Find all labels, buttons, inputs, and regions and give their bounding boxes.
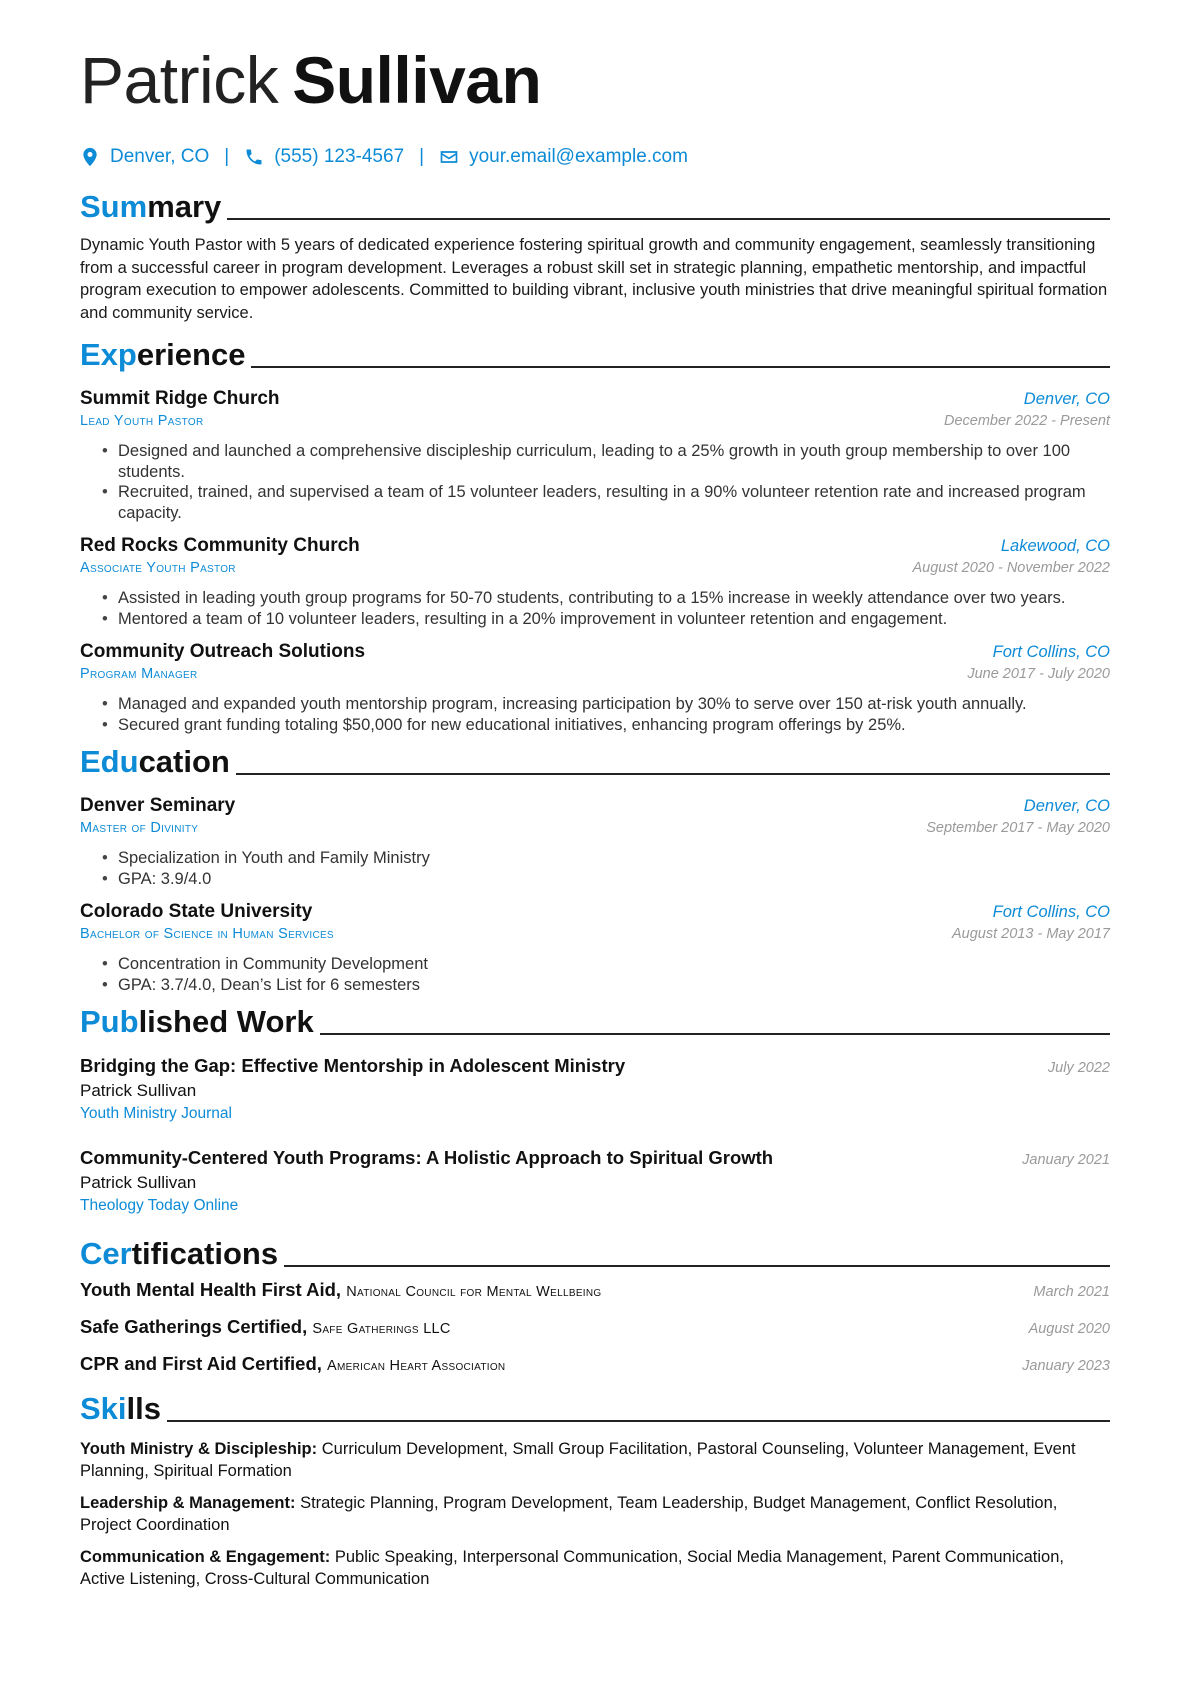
job-title: Lead Youth Pastor	[80, 413, 204, 429]
bullet-list	[102, 848, 1110, 889]
title-accent: Pub	[80, 1004, 139, 1039]
title-rest: lished Work	[138, 1004, 314, 1039]
map-pin-icon	[80, 147, 100, 167]
skill-items: Strategic Planning, Program Development, Team Leadership, Budget Management, Conflict Resolution, Project Coordination	[80, 1494, 1058, 1534]
section-rule	[227, 218, 1110, 220]
title-rest: lls	[126, 1391, 161, 1426]
title-rest: erience	[136, 337, 246, 372]
certification-issuer: National Council for Mental Wellbeing	[346, 1284, 602, 1300]
title-rest: cation	[138, 744, 230, 779]
contact-phone[interactable]	[244, 146, 404, 168]
publication-date: January 2021	[1022, 1152, 1110, 1168]
skill-label: Communication & Engagement:	[80, 1548, 331, 1566]
school-name: Denver Seminary	[80, 795, 236, 816]
section-summary-title	[80, 188, 1110, 226]
degree-dates: August 2013 - May 2017	[952, 926, 1110, 942]
envelope-icon	[439, 147, 459, 167]
certification-issuer: American Heart Association	[327, 1358, 506, 1374]
summary-text: Dynamic Youth Pastor with 5 years of dedicated experience fostering spiritual growth and community engagement, seamlessly transitioning from a successful career in program development. Leverages a robust skill set in strategic planning, empathetic mentorship, and impactful program execution to empower adolescents. Committed to building vibrant, inclusive youth ministries that drive meaningful spiritual formation and community service.	[80, 236, 1108, 322]
employer-name: Summit Ridge Church	[80, 388, 280, 409]
employer-location: Fort Collins, CO	[992, 643, 1110, 661]
publication-title: Community-Centered Youth Programs: A Holistic Approach to Spiritual Growth	[80, 1147, 774, 1168]
section-education-title	[80, 743, 1110, 781]
employer-location: Denver, CO	[1023, 390, 1110, 408]
school-location: Fort Collins, CO	[992, 903, 1110, 921]
certification-name: Youth Mental Health First Aid	[80, 1279, 336, 1300]
separator: |	[224, 146, 230, 167]
skill-items: Curriculum Development, Small Group Facilitation, Pastoral Counseling, Volunteer Management, Event Planning, Spiritual Formation	[80, 1440, 1076, 1480]
education-entry	[80, 795, 1110, 889]
phone-text[interactable]: (555) 123-4567	[274, 146, 405, 167]
section-rule	[251, 366, 1110, 368]
name-heading	[80, 0, 1110, 122]
employer-location: Lakewood, CO	[1000, 537, 1110, 555]
bullet-item: • GPA: 3.7/4.0, Dean’s List for 6 semesters	[102, 975, 1110, 996]
bullet-list	[102, 588, 1110, 629]
title-accent: Sum	[80, 189, 148, 224]
bullet-list	[102, 954, 1110, 995]
contact-bar	[80, 142, 1110, 172]
contact-location	[80, 146, 209, 168]
school-location: Denver, CO	[1023, 797, 1110, 815]
bullet-item: • Designed and launched a comprehensive discipleship curriculum, leading to a 25% growth in youth group membership to over 100 students.	[102, 441, 1110, 482]
title-accent: Ski	[80, 1391, 127, 1426]
bullet-item: • GPA: 3.9/4.0	[102, 869, 1110, 890]
education-entry	[80, 901, 1110, 995]
publication-venue: Youth Ministry Journal	[80, 1105, 232, 1122]
employer-name: Red Rocks Community Church	[80, 535, 360, 556]
job-dates: December 2022 - Present	[943, 413, 1110, 429]
publication-entry	[80, 1147, 1110, 1215]
email-link[interactable]: your.email@example.com	[469, 146, 688, 167]
last-name: Sullivan	[292, 43, 542, 117]
certification-name: Safe Gatherings Certified	[80, 1316, 303, 1337]
degree-name: Master of Divinity	[80, 820, 199, 836]
certification-row: CPR and First Aid Certified, American Heart Association January 2023	[80, 1353, 1110, 1374]
school-name: Colorado State University	[80, 901, 313, 922]
phone-icon	[244, 147, 264, 167]
section-experience-title	[80, 336, 1110, 374]
title-rest: tifications	[131, 1236, 279, 1271]
section-rule	[167, 1420, 1110, 1422]
certification-row: Youth Mental Health First Aid, National Council for Mental Wellbeing March 2021	[80, 1279, 1110, 1300]
skill-group	[80, 1492, 1110, 1536]
skill-group	[80, 1438, 1110, 1482]
certification-name: CPR and First Aid Certified	[80, 1353, 317, 1374]
title-accent: Exp	[80, 337, 137, 372]
publication-venue: Theology Today Online	[80, 1197, 239, 1214]
certification-date: March 2021	[1033, 1284, 1110, 1300]
title-accent: Edu	[80, 744, 139, 779]
title-accent: Cer	[80, 1236, 132, 1271]
degree-dates: September 2017 - May 2020	[926, 820, 1110, 836]
skill-label: Youth Ministry & Discipleship:	[80, 1440, 318, 1458]
experience-entry	[80, 388, 1110, 523]
job-dates: June 2017 - July 2020	[967, 666, 1110, 682]
employer-name: Community Outreach Solutions	[80, 641, 366, 662]
publication-date: July 2022	[1047, 1060, 1110, 1076]
certification-date: January 2023	[1022, 1358, 1110, 1374]
skill-items: Public Speaking, Interpersonal Communication, Social Media Management, Parent Communication, Active Listening, Cross-Cultural Communication	[80, 1548, 1064, 1588]
certification-list	[80, 1279, 1110, 1390]
bullet-item: • Specialization in Youth and Family Ministry	[102, 848, 1110, 869]
first-name: Patrick	[80, 43, 279, 117]
location-text: Denver, CO	[110, 146, 210, 167]
contact-email[interactable]	[439, 146, 688, 168]
certification-issuer: Safe Gatherings LLC	[312, 1321, 451, 1337]
section-rule	[320, 1033, 1110, 1035]
bullet-item: • Mentored a team of 10 volunteer leaders, resulting in a 20% improvement in volunteer retention and engagement.	[102, 609, 1110, 630]
bullet-item: • Recruited, trained, and supervised a team of 15 volunteer leaders, resulting in a 90% volunteer retention rate and increased program capacity.	[102, 482, 1110, 523]
job-title: Program Manager	[80, 666, 198, 682]
separator: |	[419, 146, 425, 167]
bullet-item: • Assisted in leading youth group programs for 50-70 students, contributing to a 15% increase in weekly attendance over two years.	[102, 588, 1110, 609]
job-title: Associate Youth Pastor	[80, 560, 236, 576]
section-rule	[284, 1265, 1110, 1267]
section-published-title	[80, 1003, 1110, 1041]
experience-entry	[80, 535, 1110, 629]
bullet-item: • Managed and expanded youth mentorship program, increasing participation by 30% to serve over 150 at-risk youth annually.	[102, 694, 1110, 715]
bullet-item: • Secured grant funding totaling $50,000 for new educational initiatives, enhancing program offerings by 25%.	[102, 715, 1110, 736]
section-rule	[236, 773, 1110, 775]
publication-author: Patrick Sullivan	[80, 1081, 197, 1100]
publication-author: Patrick Sullivan	[80, 1173, 197, 1192]
certification-date: August 2020	[1028, 1321, 1110, 1337]
bullet-item: • Concentration in Community Development	[102, 954, 1110, 975]
certification-row: Safe Gatherings Certified, Safe Gatherings LLC August 2020	[80, 1316, 1110, 1337]
job-dates: August 2020 - November 2022	[912, 560, 1110, 576]
skill-label: Leadership & Management:	[80, 1494, 296, 1512]
bullet-list	[102, 441, 1110, 523]
publication-entry	[80, 1055, 1110, 1123]
bullet-list	[102, 694, 1110, 735]
title-rest: mary	[147, 189, 222, 224]
skill-group	[80, 1546, 1110, 1590]
publication-title: Bridging the Gap: Effective Mentorship in Adolescent Ministry	[80, 1055, 626, 1076]
section-certifications-title	[80, 1235, 1110, 1273]
section-skills-title	[80, 1390, 1110, 1428]
experience-entry	[80, 641, 1110, 735]
degree-name: Bachelor of Science in Human Services	[80, 926, 334, 942]
